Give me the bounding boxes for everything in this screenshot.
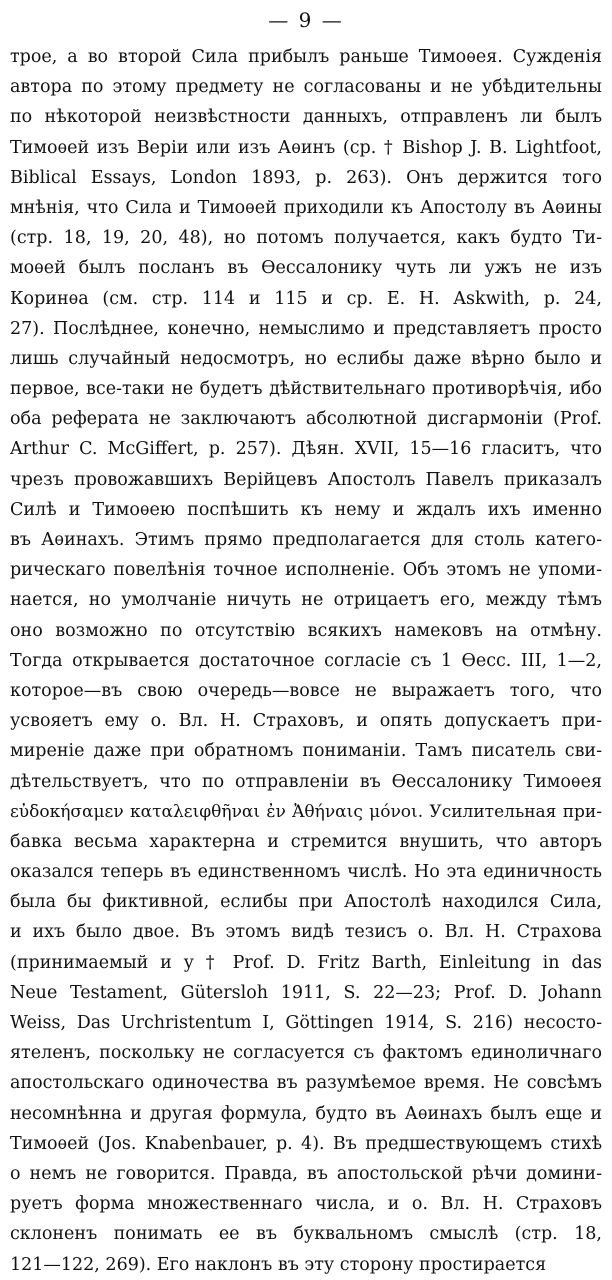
text-line: Силѣ и Тимоѳею поспѣшить къ нему и ждалъ ихъ именно — [10, 499, 602, 520]
text-line: оно возможно по отсутствію всякихъ намековъ на отмѣну. — [10, 620, 602, 641]
text-line: бавка весьма характерна и стремится внушить, что авторъ — [10, 831, 602, 852]
body-text — [10, 42, 602, 1280]
text-line: рическаго повелѣнія точное исполненіе. Объ этомъ не упоми- — [10, 560, 602, 581]
text-line: оба реферата не заключаютъ абсолютной дисгармоніи (Prof. — [10, 409, 602, 430]
text-line: несомнѣнна и другая формула, будто въ Аѳинахъ былъ еще и — [10, 1103, 602, 1124]
text-line: трое, а во второй Сила прибылъ раньше Тимоѳея. Сужденія — [10, 47, 602, 67]
text-line: 27). Послѣднее, конечно, немыслимо и представляетъ просто — [10, 318, 602, 339]
text-line: дѣтельствуетъ, что по отправленіи въ Ѳессалонику Тимоѳея — [10, 771, 602, 792]
text-line: въ Аѳинахъ. Этимъ прямо предполагается для столь катего- — [10, 530, 602, 550]
text-line: апостольскаго одиночества въ разумѣемое время. Не совсѣмъ — [10, 1073, 602, 1094]
text-line: (стр. 18, 19, 20, 48), но потомъ получается, какъ будто Ти- — [10, 228, 602, 249]
text-line: εὐδοκήσαμεν καταλειφθῆναι ἐν Ἀθήναις μόνοι. Усилительная при- — [10, 801, 602, 822]
text-line: моѳей былъ посланъ въ Ѳессалонику чуть ли ужъ не изъ — [10, 258, 602, 279]
text-line: автора по этому предмету не согласованы и не убѣдительны — [10, 77, 602, 98]
text-line: и ихъ было двое. Въ этомъ видѣ тезисъ о. Вл. Н. Страхова — [10, 922, 602, 943]
text-line: Neue Testament, Gütersloh 1911, S. 22—23; Prof. D. Johann — [10, 982, 602, 1003]
text-line: Biblical Essays, London 1893, p. 263). Онъ держится того — [10, 167, 602, 188]
text-line: оказался теперь въ единственномъ числѣ. Но эта единичность — [10, 862, 602, 883]
text-line: мнѣнія, что Сила и Тимоѳей приходили къ Апостолу въ Аѳины — [10, 197, 602, 218]
text-line: которое—въ свою очередь—вовсе не выражаетъ того, что — [10, 680, 602, 701]
text-line: первое, все-таки не будетъ дѣйствительнаго противорѣчія, ибо — [10, 379, 602, 400]
text-line: склоненъ понимать ее въ буквальномъ смыслѣ (стр. 18, — [10, 1224, 602, 1245]
text-line: 121—122, 269). Его наклонъ въ эту сторону простирается — [10, 1254, 547, 1275]
text-line: лишь случайный недосмотръ, но еслибы даже вѣрно было и — [10, 348, 602, 369]
text-line: Arthur C. McGiffert, p. 257). Дѣян. XVII, 15—16 гласитъ, что — [10, 439, 602, 460]
text-line: была бы фиктивной, еслибы при Апостолѣ находился Сила, — [10, 892, 602, 913]
text-line: руетъ форма множественнаго числа, и о. Вл. Н. Страховъ — [10, 1194, 602, 1215]
text-line: Тимоѳей изъ Веріи или изъ Аѳинъ (ср. † Bishop J. B. Lightfoot, — [10, 137, 602, 158]
text-line: (принимаемый и у † Prof. D. Fritz Barth, Einleitung in das — [10, 952, 602, 973]
text-line: Тимоѳей (Jos. Knabenbauer, p. 4). Въ предшествующемъ стихѣ — [10, 1133, 602, 1154]
text-line: миреніе даже при обратномъ пониманіи. Тамъ писатель сви- — [10, 741, 602, 762]
page-number: — 9 — — [268, 8, 344, 32]
text-line: Weiss, Das Urchristentum I, Göttingen 1914, S. 216) несосто- — [10, 1013, 602, 1033]
text-line: чрезъ провожавшихъ Верійцевъ Апостолъ Павелъ приказалъ — [10, 469, 602, 490]
text-line: нается, но умолчаніе ничуть не отрицаетъ его, между тѣмъ — [10, 590, 602, 611]
text-line: Коринѳа (см. стр. 114 и 115 и ср. E. H. Askwith, p. 24, — [10, 288, 602, 309]
text-line: Тогда открывается достаточное согласіе съ 1 Ѳесс. III, 1—2, — [10, 650, 602, 671]
text-line: по нѣкоторой неизвѣстности данныхъ, отправленъ ли былъ — [10, 107, 602, 128]
text-line: о немъ не говорится. Правда, въ апостольской рѣчи домини- — [10, 1163, 602, 1184]
text-line: усвояетъ ему о. Вл. Н. Страховъ, и опять допускаетъ при- — [10, 711, 602, 732]
text-line: ятеленъ, поскольку не согласуется съ фактомъ единоличнаго — [10, 1043, 602, 1064]
